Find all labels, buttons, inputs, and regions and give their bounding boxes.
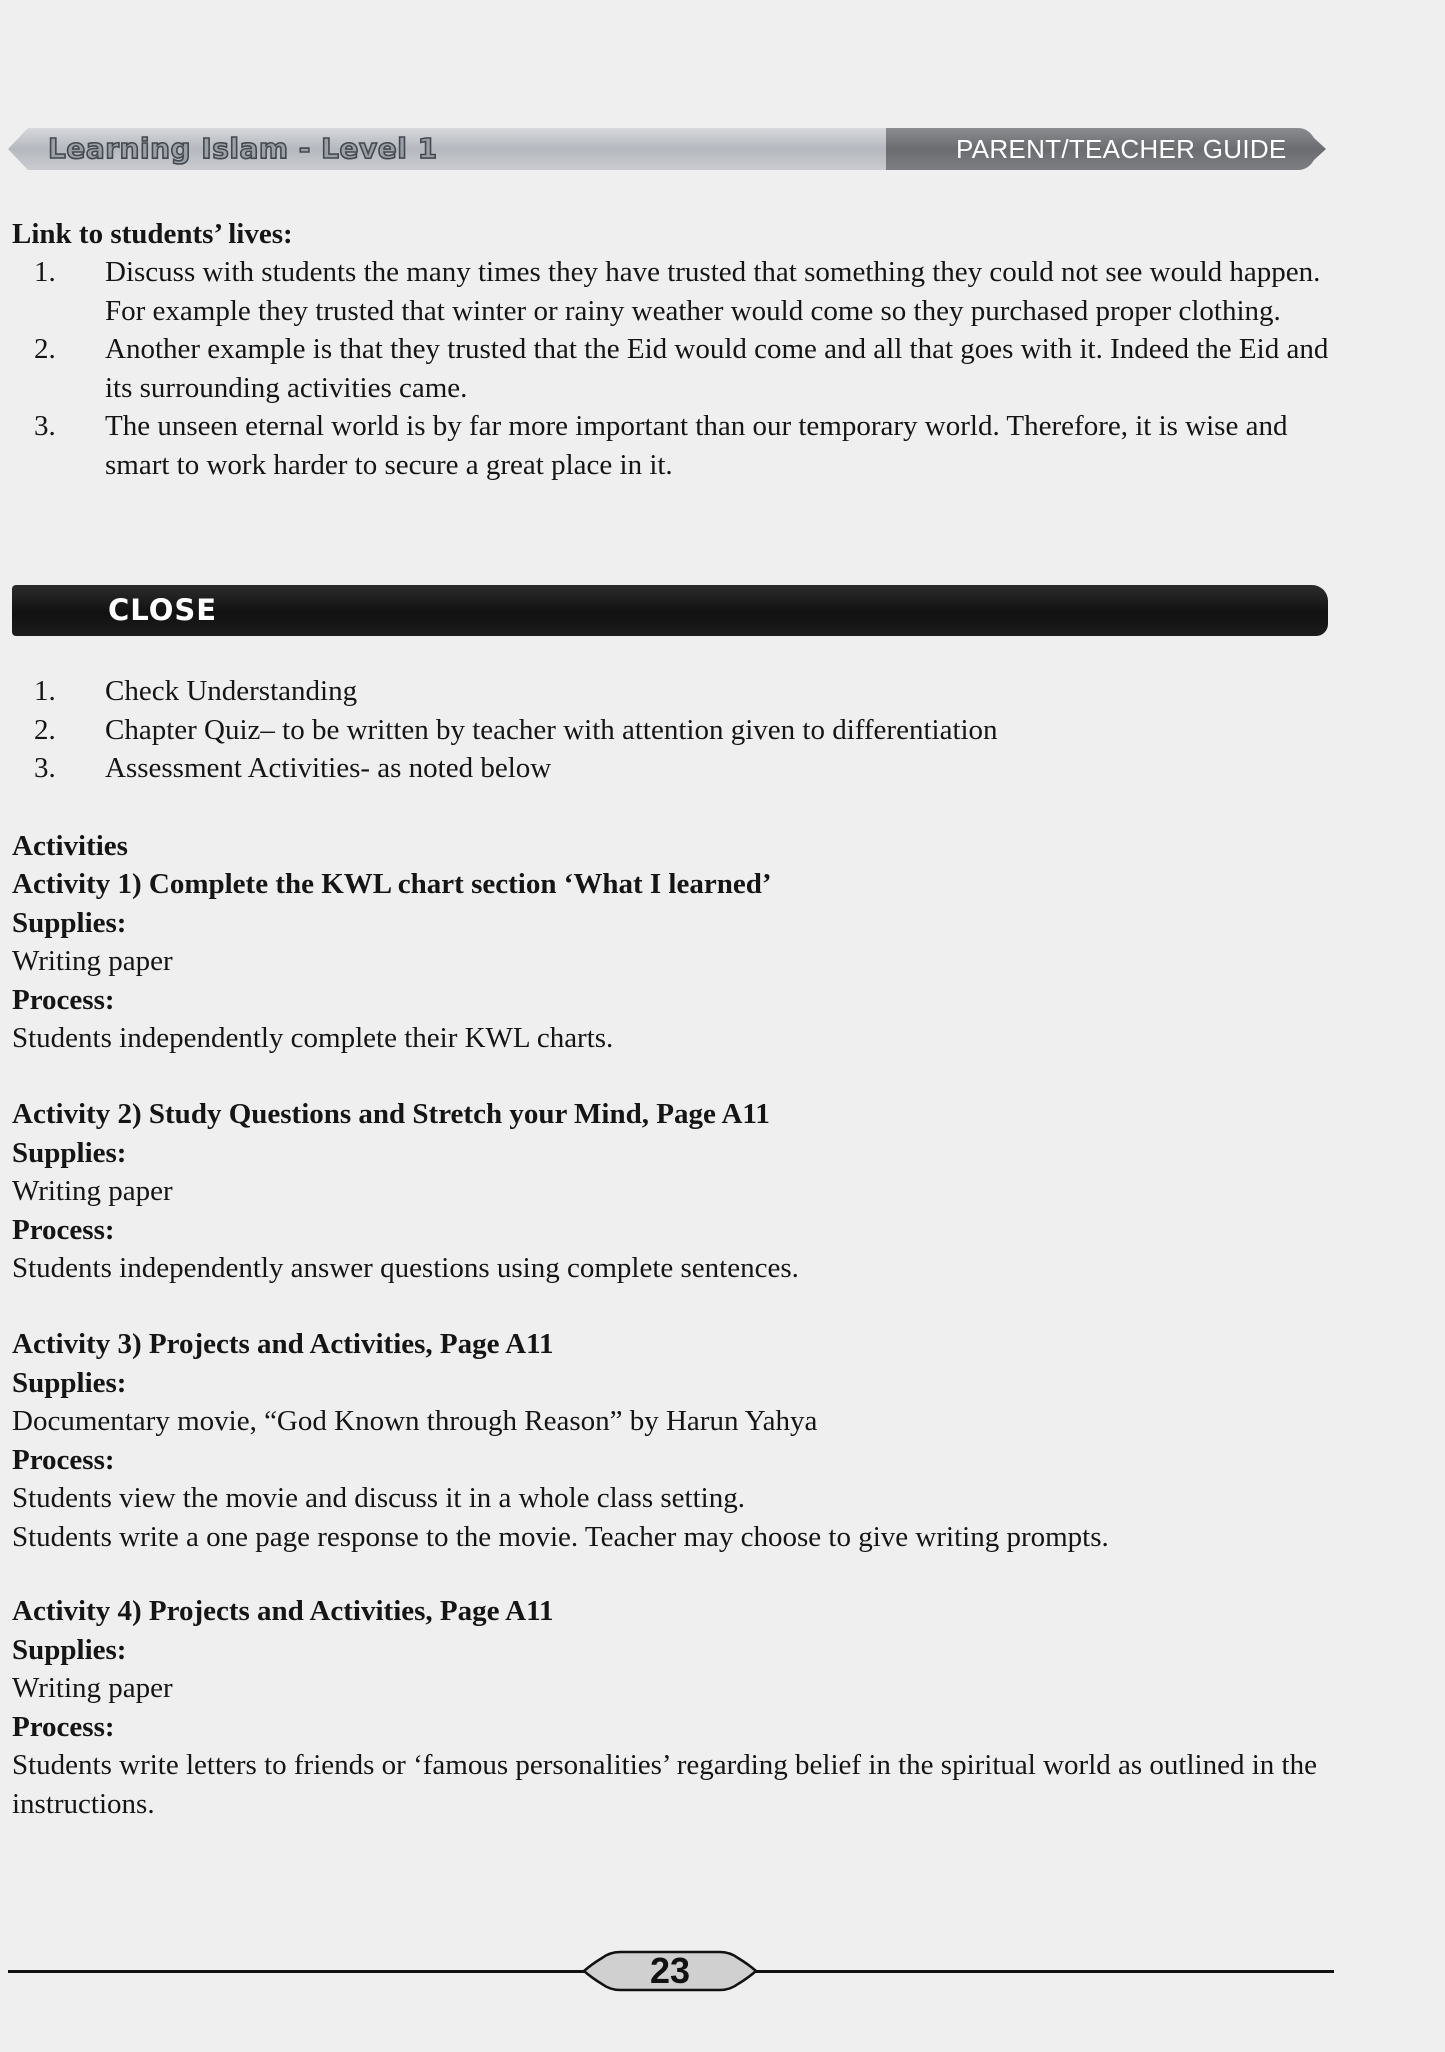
list-item (12, 330, 1332, 407)
list-number: 2. (34, 713, 56, 746)
book-title: Learning Islam - Level 1 (48, 132, 438, 165)
activity-title: Activity 1) Complete the KWL chart section ‘What I learned’ (12, 868, 772, 900)
activity-title: Activity 4) Projects and Activities, Page A11 (12, 1595, 554, 1627)
page-footer (0, 1940, 1445, 2000)
list-number: 3. (34, 752, 56, 784)
process-label: Process: (12, 1213, 115, 1246)
process-label: Process: (12, 1443, 115, 1476)
list-item (12, 407, 1332, 484)
close-section-bar (12, 585, 1328, 636)
list-text: Check Understanding (105, 675, 358, 707)
activity-title: Activity 3) Projects and Activities, Page A11 (12, 1328, 554, 1360)
supplies-text: Writing paper (12, 945, 173, 977)
activity-title: Activity 2) Study Questions and Stretch your Mind, Page A11 (12, 1098, 770, 1130)
process-text: Students independently complete their KWL charts. (12, 1022, 614, 1054)
list-text: Discuss with students the many times they have trusted that something they could not see would happen. For example they trusted that winter or rainy weather would come so they purchased proper clothing. (105, 256, 1321, 327)
supplies-label: Supplies: (12, 1136, 127, 1169)
list-item (12, 672, 1332, 711)
process-text: Students write letters to friends or ‘famous personalities’ regarding belief in the spiritual world as outlined in the instructions. (12, 1749, 1317, 1820)
list-number: 1. (34, 256, 56, 288)
list-text: Another example is that they trusted that the Eid would come and all that goes with it. Indeed the Eid and its surrounding activities came. (105, 333, 1329, 404)
list-text: The unseen eternal world is by far more important than our temporary world. Therefore, it is wise and smart to work harder to secure a great place in it. (105, 410, 1288, 481)
activity-1 (12, 865, 1332, 1058)
process-text: Students write a one page response to the movie. Teacher may choose to give writing prompts. (12, 1520, 1109, 1553)
supplies-label: Supplies: (12, 906, 127, 939)
list-text: Chapter Quiz– to be written by teacher with attention given to differentiation (105, 713, 998, 746)
page-header (8, 124, 1330, 174)
supplies-text: Writing paper (12, 1175, 173, 1207)
list-item (12, 749, 1332, 788)
link-heading: Link to students’ lives: (12, 218, 293, 250)
list-item (12, 711, 1332, 750)
close-section-label: CLOSE (108, 593, 218, 627)
guide-title: PARENT/TEACHER GUIDE (956, 134, 1287, 164)
activity-4 (12, 1592, 1332, 1823)
list-item (12, 253, 1332, 330)
activity-3 (12, 1325, 1332, 1556)
process-label: Process: (12, 1710, 115, 1743)
page-number: 23 (649, 1950, 691, 1991)
list-number: 1. (34, 675, 56, 707)
activity-2 (12, 1095, 1332, 1288)
supplies-label: Supplies: (12, 1633, 127, 1666)
process-label: Process: (12, 983, 115, 1016)
close-list (12, 672, 1332, 788)
link-list (12, 253, 1332, 484)
activities-heading: Activities (12, 830, 128, 862)
supplies-text: Writing paper (12, 1672, 173, 1704)
supplies-label: Supplies: (12, 1366, 127, 1399)
list-number: 3. (34, 410, 56, 442)
process-text: Students view the movie and discuss it in a whole class setting. (12, 1482, 745, 1514)
list-text: Assessment Activities- as noted below (105, 752, 552, 784)
process-text: Students independently answer questions using complete sentences. (12, 1252, 799, 1284)
supplies-text: Documentary movie, “God Known through Reason” by Harun Yahya (12, 1405, 818, 1437)
list-number: 2. (34, 333, 56, 365)
